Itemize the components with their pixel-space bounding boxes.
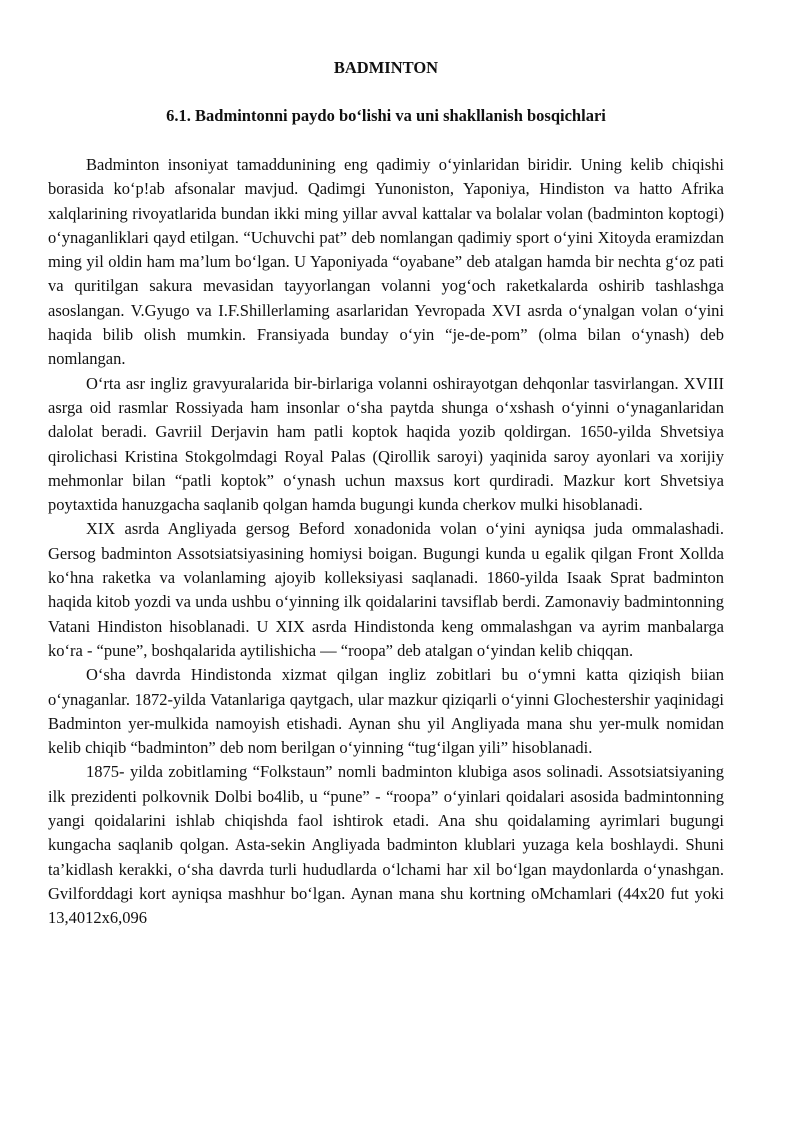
body-paragraph: 1875- yilda zobitlaming “Folkstaun” nomli badminton klubiga asos solinadi. Assotsiatsiyaning ilk prezidenti polkovnik Dolbi bo4lib, u “pune” - “roopa” o‘yinlari qoidalari asosida badmintonning yangi qoidalarini ishlab chiqishda faol ishtirok etadi. Ana shu qoidalaming ayrimlari bugungi kungacha saqlanib qolgan. Asta-sekin Angliyada badminton klublari yuzaga kela boshlaydi. Shuni ta’kidlash kerakki, o‘sha davrda turli hududlarda o‘lchami har xil bo‘lgan maydonlarda o‘ynashgan. Gvilforddagi kort ayniqsa mashhur bo‘lgan. Aynan mana shu kortning oMchamlari (44x20 fut yoki 13,4012x6,096: [48, 762, 724, 928]
section-title: 6.1. Badmintonni paydo bo‘lishi va uni shakllanish bosqichlari: [166, 106, 606, 125]
document-body: [48, 153, 724, 931]
body-paragraph: XIX asrda Angliyada gersog Beford xonadonida volan o‘yini ayniqsa juda ommalashadi. Gersog badminton Assotsiatsiyasining homiysi boigan. Bugungi kunda u egalik qilgan Front Xollda ko‘hna raketka va volanlaming ajoyib kolleksiyasi saqlanadi. 1860-yilda Isaak Sprat badminton haqida kitob yozdi va unda ushbu o‘yinning ilk qoidalarini tavsiflab berdi. Zamonaviy badmintonning Vatani Hindiston hisoblanadi. U XIX asrda Hindistonda keng ommalashgan va ayrim manbalarga ko‘ra - “pune”, boshqalarida aytilishicha — “roopa” deb atalgan o‘yindan kelib chiqqan.: [48, 519, 724, 660]
body-paragraph: Badminton insoniyat tamaddunining eng qadimiy o‘yinlaridan biridir. Uning kelib chiqishi borasida ko‘p!ab afsonalar mavjud. Qadimgi Yunoniston, Yaponiya, Hindiston va hatto Afrika xalqlarining rivoyatlarida bundan ikki ming yillar avval kattalar va bolalar volan (badminton koptogi) o‘ynaganliklari qayd etilgan. “Uchuvchi pat” deb nomlangan qadimiy sport o‘yini Xitoyda eramizdan ming yil oldin ham ma’lum bo‘lgan. U Yaponiyada “oyabane” deb atalgan hamda bir nechta g‘oz pati va quritilgan sakura mevasidan tayyorlangan volanni yog‘och raketkalarda oshirib tashlashga asoslangan. V.Gyugo va I.F.Shillerlaming asarlaridan Yevropada XVI asrda o‘ynalgan volan o‘yini haqida bilib olish mumkin. Fransiyada bunday o‘yin “je-de-pom” (olma bilan o‘ynash) deb nomlangan.: [48, 155, 724, 369]
body-paragraph: O‘sha davrda Hindistonda xizmat qilgan ingliz zobitlari bu o‘ymni katta qiziqish biian o‘ynaganlar. 1872-yilda Vatanlariga qaytgach, ular mazkur qiziqarli o‘yinni Glochestershir yaqinidagi Badminton yer-mulkida namoyish etishadi. Aynan shu yil Angliyada mana shu yer-mulk nomidan kelib chiqib “badminton” deb nom berilgan o‘yinning “tug‘ilgan yili” hisoblanadi.: [48, 665, 724, 758]
body-paragraph: O‘rta asr ingliz gravyuralarida bir-birlariga volanni oshirayotgan dehqonlar tasvirlangan. XVIII asrga oid rasmlar Rossiyada ham insonlar o‘sha paytda shunga o‘xshash o‘yinni o‘ynaganlaridan dalolat beradi. Gavriil Derjavin ham patli koptok haqida yozib qoldirgan. 1650-yilda Shvetsiya qirolichasi Kristina Stokgolmdagi Royal Palas (Qirollik saroyi) yaqinida saroy ayonlari va xorijiy mehmonlar bilan “patli koptok” o‘ynash uchun maxsus kort qurdiradi. Mazkur kort Shvetsiya poytaxtida hanuzgacha saqlanib qolgan hamda bugungi kunda cherkov mulki hisoblanadi.: [48, 373, 724, 515]
document-title: BADMINTON: [333, 58, 439, 77]
